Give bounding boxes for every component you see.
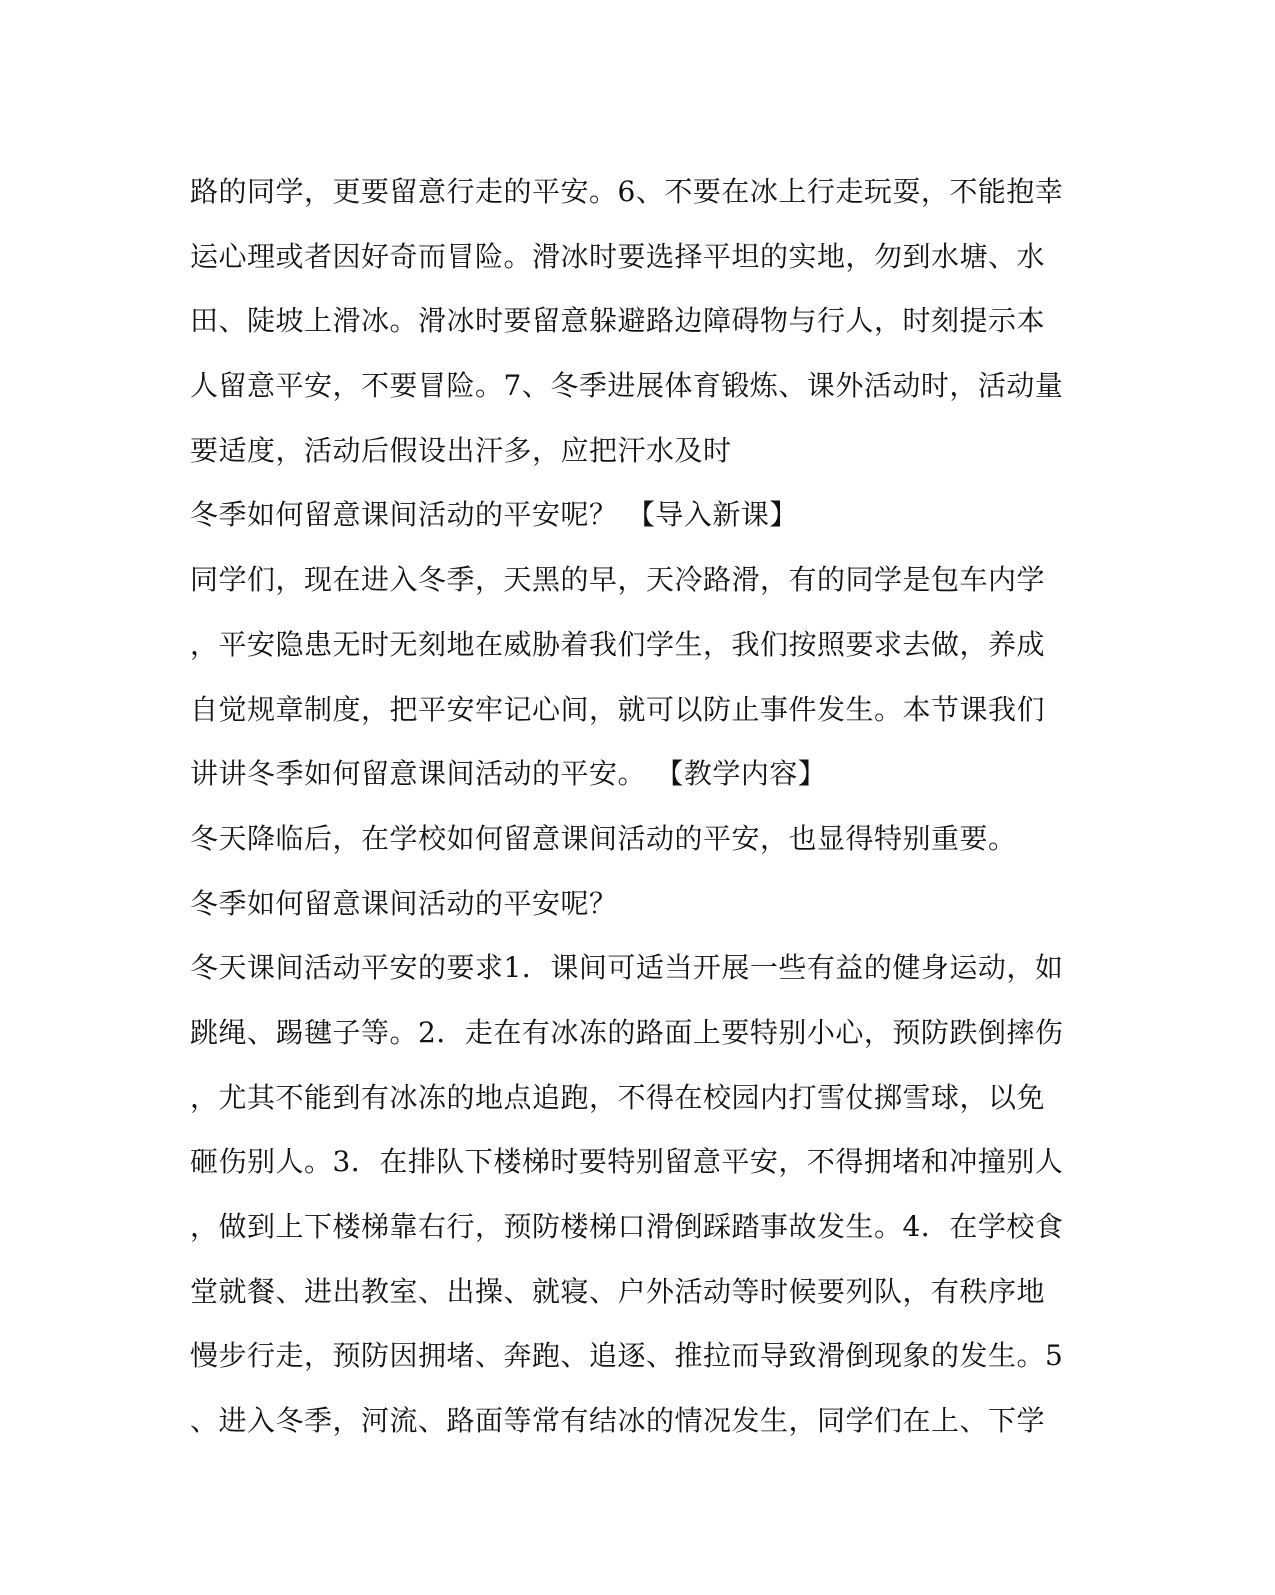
text-line: 慢步行走，预防因拥堵、奔跑、追逐、推拉而导致滑倒现象的发生。5 — [190, 1339, 1064, 1373]
text-line: ，平安隐患无时无刻地在威胁着我们学生，我们按照要求去做，养成 — [190, 627, 1046, 661]
text-line: 、进入冬季，河流、路面等常有结冰的情况发生，同学们在上、下学 — [190, 1404, 1046, 1438]
section-heading-line: 冬季如何留意课间活动的平安呢？ 【导入新课】 — [190, 498, 798, 532]
text-line: 冬天课间活动平安的要求1．课间可适当开展一些有益的健身运动，如 — [190, 951, 1064, 985]
section-heading-line: 讲讲冬季如何留意课间活动的平安。 【教学内容】 — [190, 757, 827, 791]
text-line: ，做到上下楼梯靠右行，预防楼梯口滑倒踩踏事故发生。4．在学校食 — [190, 1210, 1064, 1243]
text-line: 运心理或者因好奇而冒险。滑冰时要选择平坦的实地，勿到水塘、水 — [190, 239, 1046, 273]
text-line: 堂就餐、进出教室、出操、就寝、户外活动等时候要列队，有秩序地 — [190, 1274, 1046, 1308]
text-line: 路的同学，更要留意行走的平安。6、不要在冰上行走玩耍，不能抱幸 — [190, 175, 1064, 208]
text-line: 自觉规章制度，把平安牢记心间，就可以防止事件发生。本节课我们 — [190, 692, 1046, 726]
text-line: 要适度，活动后假设出汗多，应把汗水及时 — [190, 433, 732, 467]
text-line: 冬季如何留意课间活动的平安呢？ — [190, 886, 618, 920]
text-line: 同学们，现在进入冬季，天黑的早，天冷路滑，有的同学是包车内学 — [190, 563, 1046, 597]
text-line: 砸伤别人。3．在排队下楼梯时要特别留意平安，不得拥堵和冲撞别人 — [190, 1145, 1064, 1179]
text-line: 田、陡坡上滑冰。滑冰时要留意躲避路边障碍物与行人，时刻提示本 — [190, 304, 1046, 338]
text-line: 跳绳、踢毽子等。2．走在有冰冻的路面上要特别小心，预防跌倒摔伤 — [190, 1015, 1064, 1049]
body-text — [190, 160, 1080, 1454]
text-line: ，尤其不能到有冰冻的地点追跑，不得在校园内打雪仗掷雪球，以免 — [190, 1080, 1046, 1114]
text-line: 人留意平安，不要冒险。7、冬季进展体育锻炼、课外活动时，活动量 — [190, 369, 1064, 403]
text-line: 冬天降临后，在学校如何留意课间活动的平安，也显得特别重要。 — [190, 821, 1017, 855]
